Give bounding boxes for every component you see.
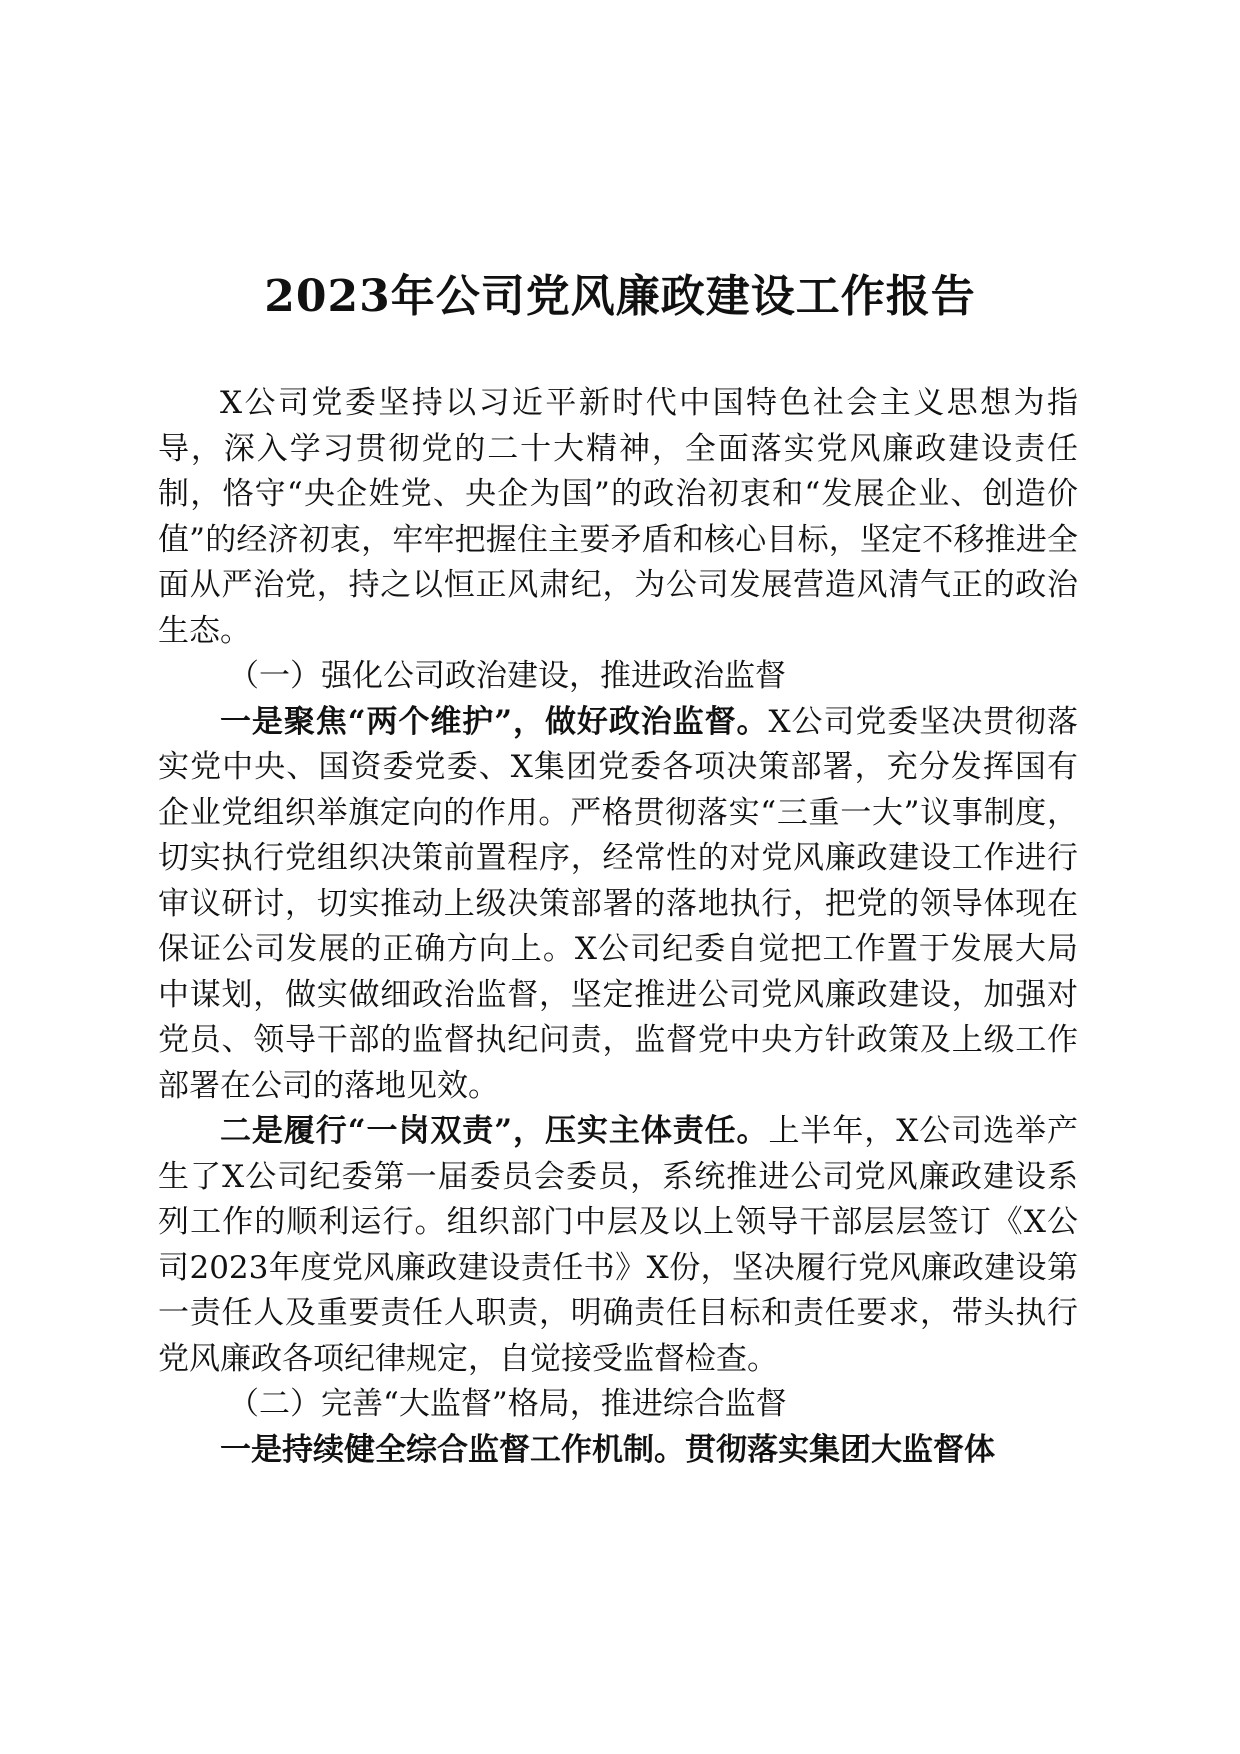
section-heading-2: （二）完善“大监督”格局，推进综合监督 <box>228 1386 787 1422</box>
section1-paragraph-2-lead: 二是履行“一岗双责”，压实主体责任。 <box>220 1113 769 1149</box>
section1-paragraph-1-lead: 一是聚焦“两个维护”，做好政治监督。 <box>220 703 769 740</box>
section1-paragraph-1 <box>158 700 1078 1110</box>
section2-paragraph-1 <box>158 1428 1078 1474</box>
document-title: 2023年公司党风廉政建设工作报告 <box>264 271 976 322</box>
document-body <box>158 381 1078 1473</box>
intro-paragraph: X公司党委坚持以习近平新时代中国特色社会主义思想为指导，深入学习贯彻党的二十大精神，全面落实党风廉政建设责任制，恪守“央企姓党、央企为国”的政治初衷和“发展企业、创造价值”的经济初衷，牢牢把握住主要矛盾和核心目标，坚定不移推进全面从严治党，持之以恒正风肃纪，为公司发展营造风清气正的政治生态。 <box>158 385 1078 649</box>
section1-paragraph-1-text: X公司党委坚决贯彻落实党中央、国资委党委、X集团党委各项决策部署，充分发挥国有企业党组织举旗定向的作用。严格贯彻落实“三重一大”议事制度，切实执行党组织决策前置程序，经常性的对党风廉政建设工作进行审议研讨，切实推动上级决策部署的落地执行，把党的领导体现在保证公司发展的正确方向上。X公司纪委自觉把工作置于发展大局中谋划，做实做细政治监督，坚定推进公司党风廉政建设，加强对党员、领导干部的监督执纪问责，监督党中央方针政策及上级工作部署在公司的落地见效。 <box>158 703 1078 1104</box>
section2-paragraph-1-lead: 一是持续健全综合监督工作机制。贯彻落实集团大监督体 <box>220 1431 995 1468</box>
section-heading-1: （一）强化公司政治建设，推进政治监督 <box>228 658 786 694</box>
section1-paragraph-2-text: 上半年，X公司选举产生了X公司纪委第一届委员会委员，系统推进公司党风廉政建设系列工作的顺利运行。组织部门中层及以上领导干部层层签订《X公司2023年度党风廉政建设责任书》X份，坚决履行党风廉政建设第一责任人及重要责任人职责，明确责任目标和责任要求，带头执行党风廉政各项纪律规定，自觉接受监督检查。 <box>158 1113 1078 1377</box>
section1-paragraph-2 <box>158 1109 1078 1382</box>
